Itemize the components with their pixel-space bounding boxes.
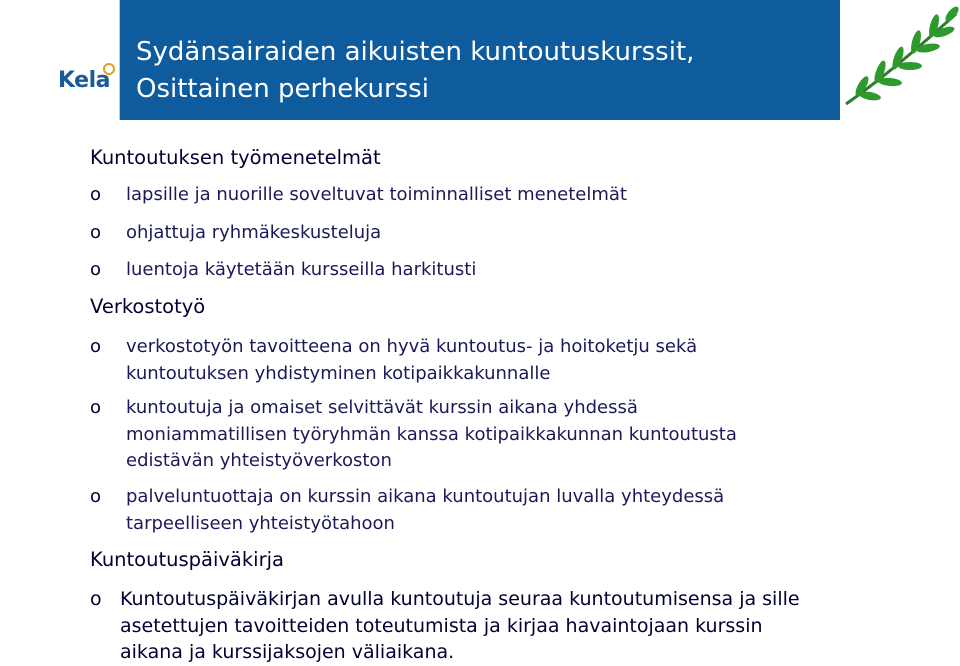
slide-title <box>136 34 694 108</box>
heading-kuntoutuksen-tyomenetelmat: Kuntoutuksen työmenetelmät <box>90 146 381 169</box>
list-item-text: lapsille ja nuorille soveltuvat toiminnalliset menetelmät <box>126 184 627 205</box>
bullet-icon: o <box>90 259 102 280</box>
slide-content <box>0 120 960 663</box>
list-item-line: kuntoutuksen yhdistyminen kotipaikkakunnalle <box>126 362 551 384</box>
list-item-text <box>120 586 940 666</box>
olive-branch-decoration <box>840 0 960 120</box>
title-band <box>120 0 840 120</box>
list-item-line: aikana ja kurssijaksojen väliaikana. <box>120 641 455 663</box>
list-item-line: tarpeelliseen yhteistyötahoon <box>126 512 395 534</box>
heading-verkostotyo: Verkostotyö <box>90 295 206 318</box>
heading-kuntoutuspaivakirja: Kuntoutuspäiväkirja <box>90 548 284 571</box>
bullet-icon: o <box>90 222 102 243</box>
list-item-line: kuntoutuja ja omaiset selvittävät kurssin aikana yhdessä <box>126 397 638 418</box>
slide-title-line2: Osittainen perhekurssi <box>136 74 429 104</box>
slide-header <box>0 0 960 120</box>
bullet-icon: o <box>90 184 102 205</box>
list-item-line: asetettujen tavoitteiden toteutumista ja kirjaa havaintojaan kurssin <box>120 614 763 637</box>
bullet-icon: o <box>90 486 102 507</box>
list-item-text: luentoja käytetään kursseilla harkitusti <box>126 259 477 280</box>
bullet-icon: o <box>90 397 102 418</box>
list-item-line: Kuntoutuspäiväkirjan avulla kuntoutuja seuraa kuntoutumisensa ja sille <box>120 588 800 610</box>
list-item-text <box>126 484 926 537</box>
list-item-line: moniammatillisen työryhmän kanssa kotipaikkakunnan kuntoutusta <box>126 423 737 445</box>
list-item-line: verkostotyön tavoitteena on hyvä kuntoutus- ja hoitoketju sekä <box>126 336 698 357</box>
kela-logo <box>0 0 120 120</box>
bullet-icon: o <box>90 588 102 610</box>
slide-title-line1: Sydänsairaiden aikuisten kuntoutuskurssit, <box>136 37 695 67</box>
bullet-icon: o <box>90 336 102 357</box>
olive-branch-icon <box>840 0 960 120</box>
list-item-line: palveluntuottaja on kurssin aikana kuntoutujan luvalla yhteydessä <box>126 486 725 507</box>
list-item-line: edistävän yhteistyöverkoston <box>126 450 392 471</box>
list-item-text <box>126 395 926 475</box>
kela-logo-text: Kela <box>58 68 110 93</box>
list-item-text: ohjattuja ryhmäkeskusteluja <box>126 222 382 243</box>
list-item-text <box>126 334 926 387</box>
kela-logo-mark-icon <box>103 63 115 75</box>
